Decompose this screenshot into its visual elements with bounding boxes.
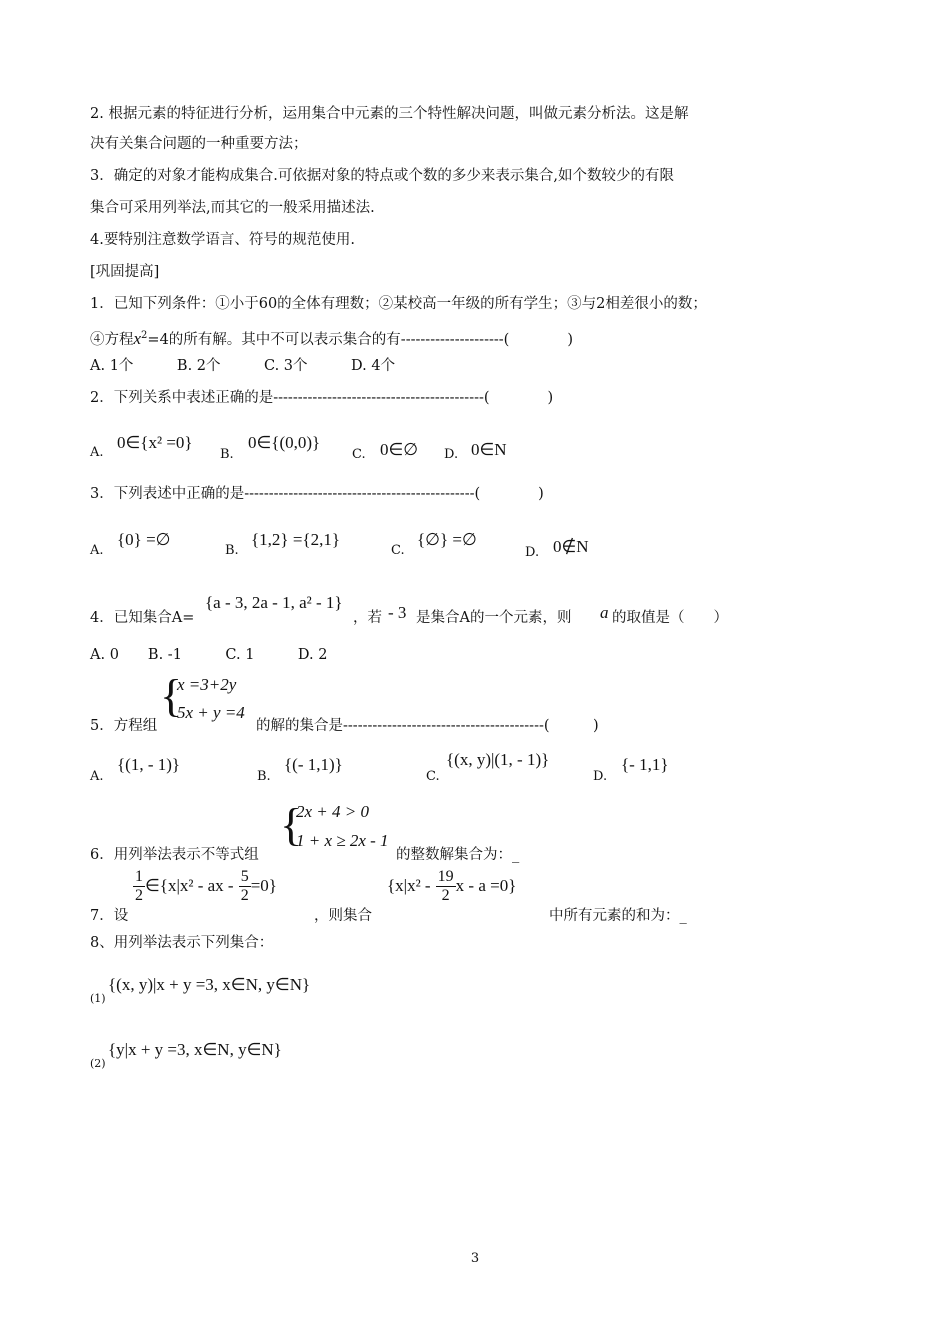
q3-option-a: {0} =∅ (117, 530, 171, 549)
q2-stem: 2．下列关系中表述正确的是-------------------------------------------( ) (90, 390, 554, 406)
q3-option-c-label: C. (391, 543, 405, 558)
q4-mid2: 是集合A的一个元素，则 (416, 610, 572, 626)
q1-exp: 2 (141, 330, 148, 341)
q7-mid: ，则集合 (314, 908, 372, 924)
q5-post: 的解的集合是-----------------------------------------( ) (256, 718, 599, 734)
note-2-line1: 2. 根据元素的特征进行分析，运用集合中元素的三个特性解决问题，叫做元素分析法。这是解 (90, 106, 689, 122)
q6-post: 的整数解集合为：_ (396, 847, 520, 863)
q8-part2-math: {y|x + y =3, x∈N, y∈N} (108, 1040, 282, 1059)
q8-part1-math: {(x, y)|x + y =3, x∈N, y∈N} (108, 975, 311, 994)
q7-half-fraction (133, 868, 145, 905)
q7-five-half-fraction (239, 868, 251, 905)
q5-option-c: {(x, y)|(1, - 1)} (446, 750, 550, 769)
q5-option-d: {- 1,1} (621, 755, 669, 774)
q5-option-c-label: C. (426, 769, 440, 784)
q5-pre: 5．方程组 (90, 718, 158, 734)
q5-brace: { (160, 670, 183, 721)
q5-eq2: 5x + y =4 (177, 703, 245, 722)
q4-var: a (600, 603, 609, 622)
q7-f5-den: 2 (240, 887, 249, 904)
q3-option-b: {1,2} ={2,1} (251, 530, 340, 549)
q7-set1-a: ∈{x|x² - ax - (145, 876, 234, 895)
q7-half-num: 1 (135, 868, 143, 885)
q4-options: A. 0 B. -1 C. 1 D. 2 (90, 647, 328, 663)
q4-value: - 3 (388, 603, 407, 622)
q7-math-left (133, 868, 277, 905)
q7-post: 中所有元素的和为：_ (549, 908, 687, 924)
q3-option-c: {∅} =∅ (417, 530, 477, 549)
q3-option-a-label: A. (90, 543, 104, 558)
q4-set: {a - 3, 2a - 1, a² - 1} (205, 593, 343, 612)
q6-ineq1: 2x + 4 > 0 (296, 802, 369, 821)
q5-option-b-label: B. (257, 769, 271, 784)
q3-option-d-label: D. (525, 545, 540, 560)
q5-option-b: {(- 1,1)} (284, 755, 343, 774)
q6-brace: { (280, 799, 303, 850)
q1-post: =4的所有解。其中不可以表示集合的有---------------------( ) (147, 331, 573, 348)
q4-pre: 4．已知集合A= (90, 610, 195, 626)
page-number: 3 (470, 1251, 480, 1266)
q7-set2-a: {x|x² - (387, 876, 431, 895)
q7-math-right (387, 868, 516, 905)
note-4: 4.要特别注意数学语言、符号的规范使用. (90, 232, 355, 248)
q2-option-b-label: B. (220, 447, 234, 462)
q7-pre: 7．设 (90, 908, 129, 924)
q1-options: A. 1个 B. 2个 C. 3个 D. 4个 (90, 358, 396, 374)
q6-ineq2: 1 + x ≥ 2x - 1 (296, 831, 389, 850)
section-title: [巩固提高] (90, 264, 160, 280)
q8-part1-label: (1) (90, 992, 106, 1005)
q5-option-d-label: D. (593, 769, 608, 784)
q1-stem-line2 (90, 326, 573, 350)
q2-option-b: 0∈{(0,0)} (248, 433, 321, 452)
q7-f5-num: 5 (240, 868, 249, 885)
q2-option-c: 0∈∅ (380, 440, 419, 459)
q5-eq1: x =3+2y (177, 675, 237, 694)
q7-half-den: 2 (135, 887, 143, 904)
q7-nineteen-half-fraction (436, 868, 456, 905)
q5-option-a: {(1, - 1)} (117, 755, 181, 774)
q4-post: 的取值是（ ） (612, 610, 728, 626)
q7-f19-num: 19 (437, 868, 454, 885)
q7-set2-b: x - a =0} (455, 876, 517, 895)
q3-option-d: 0∉N (553, 537, 589, 556)
q2-option-d-label: D. (444, 447, 459, 462)
q1-stem-line1: 1．已知下列条件：①小于60的全体有理数；②某校高一年级的所有学生；③与2相差很小的数； (90, 296, 707, 312)
q2-option-a-label: A. (90, 445, 104, 460)
q2-option-d: 0∈N (471, 440, 507, 459)
q5-option-a-label: A. (90, 769, 104, 784)
q3-stem: 3．下列表述中正确的是-----------------------------------------------( ) (90, 486, 544, 502)
q2-option-a: 0∈{x² =0} (117, 433, 193, 452)
q7-set1-b: =0} (250, 876, 277, 895)
q1-var: x (133, 328, 142, 348)
q8-stem: 8、用列举法表示下列集合： (90, 935, 274, 951)
q6-pre: 6．用列举法表示不等式组 (90, 847, 259, 863)
q3-option-b-label: B. (225, 543, 239, 558)
q4-mid1: ，若 (353, 610, 382, 626)
q7-f19-den: 2 (441, 887, 450, 904)
note-3-line2: 集合可采用列举法,而其它的一般采用描述法. (90, 200, 375, 216)
q1-pre: ④方程 (90, 331, 134, 348)
q8-part2-label: (2) (90, 1057, 106, 1070)
q2-option-c-label: C. (352, 447, 366, 462)
note-3-line1: 3．确定的对象才能构成集合.可依据对象的特点或个数的多少来表示集合,如个数较少的有限 (90, 168, 674, 184)
note-2-line2: 决有关集合问题的一种重要方法； (90, 136, 308, 152)
